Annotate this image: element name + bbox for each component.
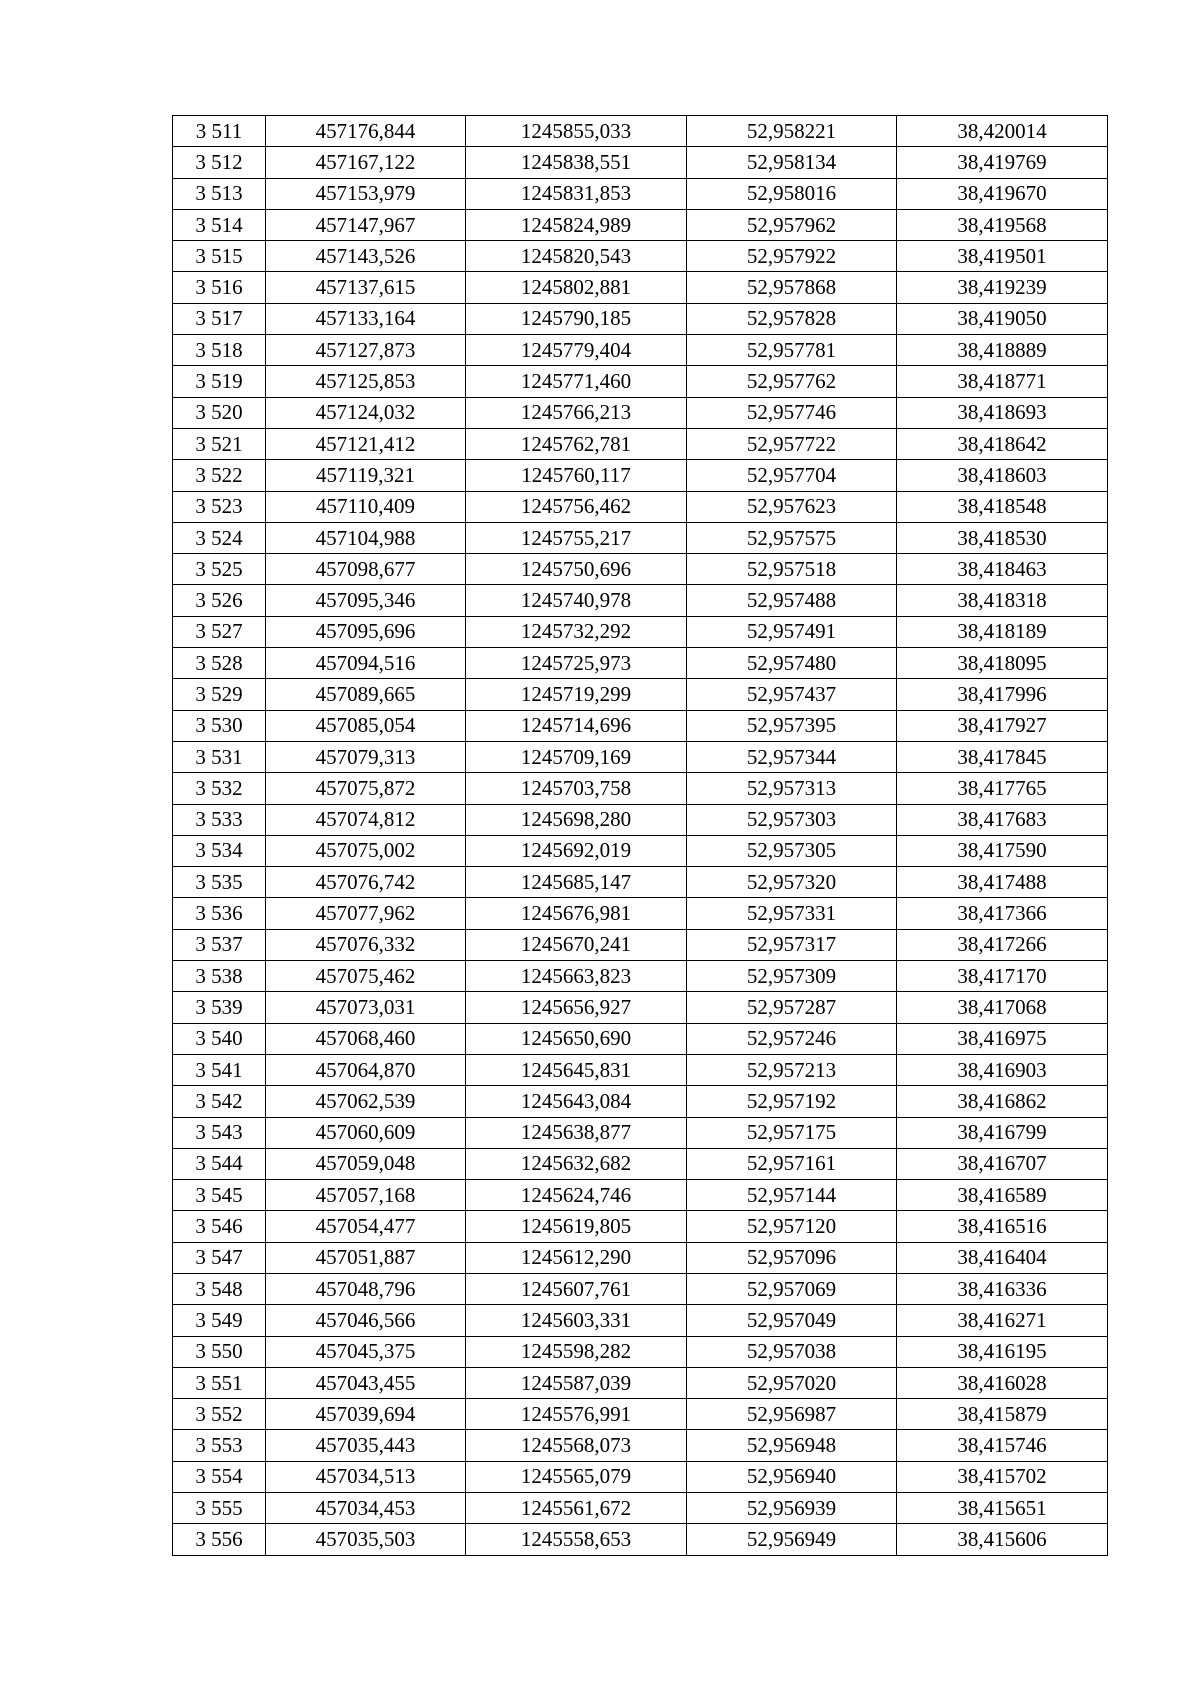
latitude-cell: 52,956948 (687, 1430, 897, 1461)
latitude-cell: 52,957868 (687, 272, 897, 303)
y-coordinate-cell: 1245760,117 (466, 460, 687, 491)
table-row (173, 491, 1108, 522)
point-number-cell: 3 539 (173, 992, 266, 1023)
table-row (173, 804, 1108, 835)
x-coordinate-cell: 457137,615 (266, 272, 466, 303)
longitude-cell: 38,417068 (897, 992, 1108, 1023)
longitude-cell: 38,418318 (897, 585, 1108, 616)
latitude-cell: 52,957344 (687, 741, 897, 772)
latitude-cell: 52,956987 (687, 1399, 897, 1430)
longitude-cell: 38,416862 (897, 1086, 1108, 1117)
table-row (173, 147, 1108, 178)
longitude-cell: 38,418095 (897, 648, 1108, 679)
x-coordinate-cell: 457062,539 (266, 1086, 466, 1117)
point-number-cell: 3 516 (173, 272, 266, 303)
point-number-cell: 3 518 (173, 335, 266, 366)
table-row (173, 929, 1108, 960)
latitude-cell: 52,957922 (687, 241, 897, 272)
y-coordinate-cell: 1245587,039 (466, 1367, 687, 1398)
point-number-cell: 3 524 (173, 522, 266, 553)
y-coordinate-cell: 1245820,543 (466, 241, 687, 272)
longitude-cell: 38,416589 (897, 1180, 1108, 1211)
y-coordinate-cell: 1245703,758 (466, 773, 687, 804)
y-coordinate-cell: 1245638,877 (466, 1117, 687, 1148)
longitude-cell: 38,416516 (897, 1211, 1108, 1242)
x-coordinate-cell: 457094,516 (266, 648, 466, 679)
table-row (173, 303, 1108, 334)
table-row (173, 272, 1108, 303)
table-row (173, 335, 1108, 366)
longitude-cell: 38,419501 (897, 241, 1108, 272)
x-coordinate-cell: 457035,503 (266, 1524, 466, 1555)
y-coordinate-cell: 1245802,881 (466, 272, 687, 303)
latitude-cell: 52,957317 (687, 929, 897, 960)
longitude-cell: 38,416271 (897, 1305, 1108, 1336)
table-row (173, 679, 1108, 710)
table-row (173, 835, 1108, 866)
x-coordinate-cell: 457079,313 (266, 741, 466, 772)
x-coordinate-cell: 457054,477 (266, 1211, 466, 1242)
latitude-cell: 52,957246 (687, 1023, 897, 1054)
latitude-cell: 52,957309 (687, 961, 897, 992)
point-number-cell: 3 526 (173, 585, 266, 616)
y-coordinate-cell: 1245619,805 (466, 1211, 687, 1242)
x-coordinate-cell: 457064,870 (266, 1054, 466, 1085)
point-number-cell: 3 519 (173, 366, 266, 397)
longitude-cell: 38,416195 (897, 1336, 1108, 1367)
y-coordinate-cell: 1245632,682 (466, 1148, 687, 1179)
point-number-cell: 3 530 (173, 710, 266, 741)
longitude-cell: 38,416903 (897, 1054, 1108, 1085)
longitude-cell: 38,419239 (897, 272, 1108, 303)
y-coordinate-cell: 1245670,241 (466, 929, 687, 960)
x-coordinate-cell: 457077,962 (266, 898, 466, 929)
table-row (173, 460, 1108, 491)
x-coordinate-cell: 457104,988 (266, 522, 466, 553)
table-row (173, 1242, 1108, 1273)
point-number-cell: 3 517 (173, 303, 266, 334)
y-coordinate-cell: 1245568,073 (466, 1430, 687, 1461)
x-coordinate-cell: 457085,054 (266, 710, 466, 741)
latitude-cell: 52,957331 (687, 898, 897, 929)
latitude-cell: 52,957623 (687, 491, 897, 522)
table-row (173, 554, 1108, 585)
x-coordinate-cell: 457034,453 (266, 1493, 466, 1524)
latitude-cell: 52,957287 (687, 992, 897, 1023)
y-coordinate-cell: 1245838,551 (466, 147, 687, 178)
latitude-cell: 52,957395 (687, 710, 897, 741)
y-coordinate-cell: 1245855,033 (466, 116, 687, 147)
x-coordinate-cell: 457127,873 (266, 335, 466, 366)
y-coordinate-cell: 1245692,019 (466, 835, 687, 866)
y-coordinate-cell: 1245762,781 (466, 428, 687, 459)
point-number-cell: 3 553 (173, 1430, 266, 1461)
point-number-cell: 3 535 (173, 867, 266, 898)
longitude-cell: 38,419050 (897, 303, 1108, 334)
latitude-cell: 52,958134 (687, 147, 897, 178)
table-row (173, 648, 1108, 679)
longitude-cell: 38,420014 (897, 116, 1108, 147)
point-number-cell: 3 523 (173, 491, 266, 522)
point-number-cell: 3 522 (173, 460, 266, 491)
y-coordinate-cell: 1245643,084 (466, 1086, 687, 1117)
x-coordinate-cell: 457075,872 (266, 773, 466, 804)
table-row (173, 1336, 1108, 1367)
point-number-cell: 3 532 (173, 773, 266, 804)
latitude-cell: 52,957313 (687, 773, 897, 804)
latitude-cell: 52,957213 (687, 1054, 897, 1085)
latitude-cell: 52,957144 (687, 1180, 897, 1211)
longitude-cell: 38,415746 (897, 1430, 1108, 1461)
longitude-cell: 38,418889 (897, 335, 1108, 366)
table-row (173, 1023, 1108, 1054)
y-coordinate-cell: 1245656,927 (466, 992, 687, 1023)
y-coordinate-cell: 1245719,299 (466, 679, 687, 710)
table-row (173, 585, 1108, 616)
x-coordinate-cell: 457075,002 (266, 835, 466, 866)
latitude-cell: 52,956939 (687, 1493, 897, 1524)
point-number-cell: 3 552 (173, 1399, 266, 1430)
x-coordinate-cell: 457110,409 (266, 491, 466, 522)
latitude-cell: 52,957120 (687, 1211, 897, 1242)
table-row (173, 867, 1108, 898)
y-coordinate-cell: 1245756,462 (466, 491, 687, 522)
latitude-cell: 52,958016 (687, 178, 897, 209)
y-coordinate-cell: 1245824,989 (466, 209, 687, 240)
y-coordinate-cell: 1245676,981 (466, 898, 687, 929)
y-coordinate-cell: 1245603,331 (466, 1305, 687, 1336)
longitude-cell: 38,415606 (897, 1524, 1108, 1555)
longitude-cell: 38,417170 (897, 961, 1108, 992)
table-row (173, 961, 1108, 992)
longitude-cell: 38,417488 (897, 867, 1108, 898)
longitude-cell: 38,416028 (897, 1367, 1108, 1398)
coordinates-table (172, 115, 1108, 1556)
x-coordinate-cell: 457039,694 (266, 1399, 466, 1430)
longitude-cell: 38,416404 (897, 1242, 1108, 1273)
longitude-cell: 38,417266 (897, 929, 1108, 960)
table-row (173, 1430, 1108, 1461)
latitude-cell: 52,957575 (687, 522, 897, 553)
latitude-cell: 52,957020 (687, 1367, 897, 1398)
table-row (173, 1273, 1108, 1304)
table-row (173, 1524, 1108, 1555)
longitude-cell: 38,415651 (897, 1493, 1108, 1524)
point-number-cell: 3 525 (173, 554, 266, 585)
x-coordinate-cell: 457133,164 (266, 303, 466, 334)
latitude-cell: 52,957038 (687, 1336, 897, 1367)
y-coordinate-cell: 1245558,653 (466, 1524, 687, 1555)
longitude-cell: 38,415879 (897, 1399, 1108, 1430)
x-coordinate-cell: 457098,677 (266, 554, 466, 585)
point-number-cell: 3 514 (173, 209, 266, 240)
y-coordinate-cell: 1245771,460 (466, 366, 687, 397)
point-number-cell: 3 546 (173, 1211, 266, 1242)
table-row (173, 241, 1108, 272)
table-row (173, 428, 1108, 459)
point-number-cell: 3 554 (173, 1461, 266, 1492)
point-number-cell: 3 531 (173, 741, 266, 772)
table-row (173, 209, 1108, 240)
latitude-cell: 52,956949 (687, 1524, 897, 1555)
point-number-cell: 3 551 (173, 1367, 266, 1398)
y-coordinate-cell: 1245779,404 (466, 335, 687, 366)
y-coordinate-cell: 1245561,672 (466, 1493, 687, 1524)
table-row (173, 116, 1108, 147)
latitude-cell: 52,957305 (687, 835, 897, 866)
latitude-cell: 52,957704 (687, 460, 897, 491)
latitude-cell: 52,957518 (687, 554, 897, 585)
point-number-cell: 3 544 (173, 1148, 266, 1179)
y-coordinate-cell: 1245732,292 (466, 616, 687, 647)
table-row (173, 741, 1108, 772)
table-row (173, 1367, 1108, 1398)
x-coordinate-cell: 457059,048 (266, 1148, 466, 1179)
longitude-cell: 38,418693 (897, 397, 1108, 428)
x-coordinate-cell: 457045,375 (266, 1336, 466, 1367)
y-coordinate-cell: 1245645,831 (466, 1054, 687, 1085)
point-number-cell: 3 511 (173, 116, 266, 147)
table-row (173, 1211, 1108, 1242)
table-row (173, 710, 1108, 741)
table-row (173, 616, 1108, 647)
point-number-cell: 3 541 (173, 1054, 266, 1085)
y-coordinate-cell: 1245598,282 (466, 1336, 687, 1367)
x-coordinate-cell: 457121,412 (266, 428, 466, 459)
point-number-cell: 3 537 (173, 929, 266, 960)
table-row (173, 1399, 1108, 1430)
point-number-cell: 3 515 (173, 241, 266, 272)
latitude-cell: 52,957828 (687, 303, 897, 334)
longitude-cell: 38,417765 (897, 773, 1108, 804)
table-row (173, 1117, 1108, 1148)
longitude-cell: 38,417927 (897, 710, 1108, 741)
point-number-cell: 3 533 (173, 804, 266, 835)
y-coordinate-cell: 1245698,280 (466, 804, 687, 835)
x-coordinate-cell: 457095,696 (266, 616, 466, 647)
latitude-cell: 52,957161 (687, 1148, 897, 1179)
y-coordinate-cell: 1245831,853 (466, 178, 687, 209)
latitude-cell: 52,957437 (687, 679, 897, 710)
longitude-cell: 38,415702 (897, 1461, 1108, 1492)
x-coordinate-cell: 457089,665 (266, 679, 466, 710)
point-number-cell: 3 529 (173, 679, 266, 710)
longitude-cell: 38,417590 (897, 835, 1108, 866)
y-coordinate-cell: 1245612,290 (466, 1242, 687, 1273)
point-number-cell: 3 512 (173, 147, 266, 178)
longitude-cell: 38,416336 (897, 1273, 1108, 1304)
y-coordinate-cell: 1245565,079 (466, 1461, 687, 1492)
longitude-cell: 38,416975 (897, 1023, 1108, 1054)
table-row (173, 366, 1108, 397)
x-coordinate-cell: 457119,321 (266, 460, 466, 491)
longitude-cell: 38,418642 (897, 428, 1108, 459)
x-coordinate-cell: 457143,526 (266, 241, 466, 272)
latitude-cell: 52,957480 (687, 648, 897, 679)
latitude-cell: 52,958221 (687, 116, 897, 147)
latitude-cell: 52,957303 (687, 804, 897, 835)
latitude-cell: 52,957746 (687, 397, 897, 428)
point-number-cell: 3 513 (173, 178, 266, 209)
x-coordinate-cell: 457076,332 (266, 929, 466, 960)
point-number-cell: 3 555 (173, 1493, 266, 1524)
latitude-cell: 52,957722 (687, 428, 897, 459)
longitude-cell: 38,418603 (897, 460, 1108, 491)
x-coordinate-cell: 457060,609 (266, 1117, 466, 1148)
point-number-cell: 3 540 (173, 1023, 266, 1054)
latitude-cell: 52,957096 (687, 1242, 897, 1273)
point-number-cell: 3 543 (173, 1117, 266, 1148)
x-coordinate-cell: 457068,460 (266, 1023, 466, 1054)
x-coordinate-cell: 457051,887 (266, 1242, 466, 1273)
latitude-cell: 52,957049 (687, 1305, 897, 1336)
longitude-cell: 38,417996 (897, 679, 1108, 710)
y-coordinate-cell: 1245740,978 (466, 585, 687, 616)
table-row (173, 992, 1108, 1023)
x-coordinate-cell: 457176,844 (266, 116, 466, 147)
latitude-cell: 52,957320 (687, 867, 897, 898)
longitude-cell: 38,419670 (897, 178, 1108, 209)
x-coordinate-cell: 457076,742 (266, 867, 466, 898)
x-coordinate-cell: 457125,853 (266, 366, 466, 397)
x-coordinate-cell: 457095,346 (266, 585, 466, 616)
point-number-cell: 3 548 (173, 1273, 266, 1304)
longitude-cell: 38,418463 (897, 554, 1108, 585)
y-coordinate-cell: 1245709,169 (466, 741, 687, 772)
latitude-cell: 52,957175 (687, 1117, 897, 1148)
y-coordinate-cell: 1245624,746 (466, 1180, 687, 1211)
longitude-cell: 38,418548 (897, 491, 1108, 522)
latitude-cell: 52,957488 (687, 585, 897, 616)
table-body (173, 116, 1108, 1556)
table-row (173, 1461, 1108, 1492)
point-number-cell: 3 550 (173, 1336, 266, 1367)
longitude-cell: 38,416707 (897, 1148, 1108, 1179)
latitude-cell: 52,957781 (687, 335, 897, 366)
latitude-cell: 52,957762 (687, 366, 897, 397)
point-number-cell: 3 538 (173, 961, 266, 992)
table-row (173, 773, 1108, 804)
longitude-cell: 38,419568 (897, 209, 1108, 240)
y-coordinate-cell: 1245790,185 (466, 303, 687, 334)
table-row (173, 1493, 1108, 1524)
point-number-cell: 3 545 (173, 1180, 266, 1211)
x-coordinate-cell: 457035,443 (266, 1430, 466, 1461)
y-coordinate-cell: 1245766,213 (466, 397, 687, 428)
y-coordinate-cell: 1245755,217 (466, 522, 687, 553)
point-number-cell: 3 534 (173, 835, 266, 866)
table-row (173, 1086, 1108, 1117)
point-number-cell: 3 528 (173, 648, 266, 679)
table-row (173, 1180, 1108, 1211)
latitude-cell: 52,957962 (687, 209, 897, 240)
y-coordinate-cell: 1245650,690 (466, 1023, 687, 1054)
point-number-cell: 3 547 (173, 1242, 266, 1273)
x-coordinate-cell: 457167,122 (266, 147, 466, 178)
table-row (173, 898, 1108, 929)
longitude-cell: 38,418530 (897, 522, 1108, 553)
y-coordinate-cell: 1245607,761 (466, 1273, 687, 1304)
table-row (173, 1305, 1108, 1336)
y-coordinate-cell: 1245685,147 (466, 867, 687, 898)
point-number-cell: 3 521 (173, 428, 266, 459)
y-coordinate-cell: 1245663,823 (466, 961, 687, 992)
latitude-cell: 52,956940 (687, 1461, 897, 1492)
latitude-cell: 52,957192 (687, 1086, 897, 1117)
latitude-cell: 52,957491 (687, 616, 897, 647)
point-number-cell: 3 556 (173, 1524, 266, 1555)
table-row (173, 1148, 1108, 1179)
longitude-cell: 38,419769 (897, 147, 1108, 178)
x-coordinate-cell: 457124,032 (266, 397, 466, 428)
y-coordinate-cell: 1245750,696 (466, 554, 687, 585)
x-coordinate-cell: 457034,513 (266, 1461, 466, 1492)
point-number-cell: 3 520 (173, 397, 266, 428)
table-row (173, 397, 1108, 428)
x-coordinate-cell: 457153,979 (266, 178, 466, 209)
y-coordinate-cell: 1245576,991 (466, 1399, 687, 1430)
longitude-cell: 38,417845 (897, 741, 1108, 772)
x-coordinate-cell: 457057,168 (266, 1180, 466, 1211)
longitude-cell: 38,417366 (897, 898, 1108, 929)
x-coordinate-cell: 457147,967 (266, 209, 466, 240)
longitude-cell: 38,418771 (897, 366, 1108, 397)
table-row (173, 522, 1108, 553)
longitude-cell: 38,416799 (897, 1117, 1108, 1148)
x-coordinate-cell: 457046,566 (266, 1305, 466, 1336)
table-row (173, 1054, 1108, 1085)
x-coordinate-cell: 457048,796 (266, 1273, 466, 1304)
point-number-cell: 3 549 (173, 1305, 266, 1336)
x-coordinate-cell: 457073,031 (266, 992, 466, 1023)
x-coordinate-cell: 457074,812 (266, 804, 466, 835)
table-row (173, 178, 1108, 209)
longitude-cell: 38,418189 (897, 616, 1108, 647)
x-coordinate-cell: 457043,455 (266, 1367, 466, 1398)
y-coordinate-cell: 1245725,973 (466, 648, 687, 679)
latitude-cell: 52,957069 (687, 1273, 897, 1304)
x-coordinate-cell: 457075,462 (266, 961, 466, 992)
longitude-cell: 38,417683 (897, 804, 1108, 835)
point-number-cell: 3 536 (173, 898, 266, 929)
point-number-cell: 3 527 (173, 616, 266, 647)
y-coordinate-cell: 1245714,696 (466, 710, 687, 741)
point-number-cell: 3 542 (173, 1086, 266, 1117)
